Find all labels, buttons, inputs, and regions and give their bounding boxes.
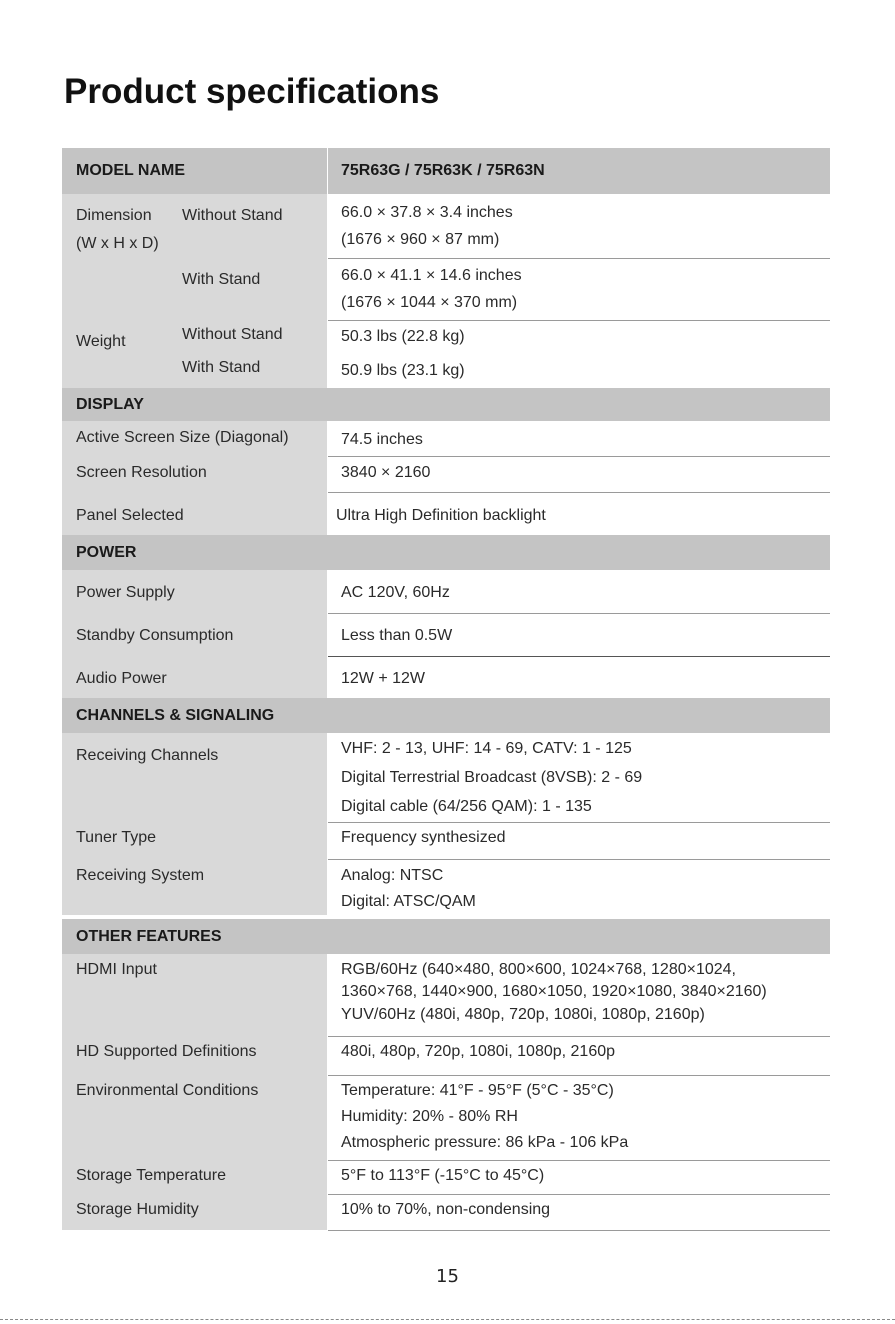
weight-with-stand-value: 50.9 lbs (23.1 kg) [341,362,465,379]
hdmi-input-value-3: YUV/60Hz (480i, 480p, 720p, 1080i, 1080p, 2160p) [341,1006,705,1023]
dimension-label-wxhxd: (W x H x D) [76,235,159,252]
page-title: Product specifications [64,72,440,111]
standby-consumption-value: Less than 0.5W [341,627,453,644]
row-divider [328,1194,830,1195]
hdmi-input-value-1: RGB/60Hz (640×480, 800×600, 1024×768, 1280×1024, [341,961,736,978]
tuner-type-label: Tuner Type [76,829,157,846]
other-features-section-header [62,919,830,954]
column-separator [327,421,328,535]
receiving-channels-label: Receiving Channels [76,747,219,764]
audio-power-value: 12W + 12W [341,670,426,687]
row-divider [328,320,830,321]
power-supply-label: Power Supply [76,584,175,601]
weight-without-stand-label: Without Stand [182,326,283,343]
display-section-header [62,388,830,421]
hdmi-input-label: HDMI Input [76,961,157,978]
receiving-system-label: Receiving System [76,867,205,884]
storage-temperature-value: 5°F to 113°F (-15°C to 45°C) [341,1167,545,1184]
storage-humidity-value: 10% to 70%, non-condensing [341,1201,551,1218]
hd-supported-definitions-label: HD Supported Definitions [76,1043,257,1060]
hd-supported-definitions-value: 480i, 480p, 720p, 1080i, 1080p, 2160p [341,1043,616,1060]
row-divider [328,258,830,259]
power-supply-value: AC 120V, 60Hz [341,584,450,601]
display-header-label: DISPLAY [76,396,144,413]
receiving-channels-value-3: Digital cable (64/256 QAM): 1 - 135 [341,798,592,815]
panel-selected-value: Ultra High Definition backlight [336,507,546,524]
tuner-type-value: Frequency synthesized [341,829,506,846]
row-divider [328,859,830,860]
screen-resolution-value: 3840 × 2160 [341,464,431,481]
page-number: 15 [436,1266,459,1287]
storage-humidity-label: Storage Humidity [76,1201,199,1218]
row-divider [328,1230,830,1231]
weight-label: Weight [76,333,126,350]
dimension-with-stand-value-inches: 66.0 × 41.1 × 14.6 inches [341,267,522,284]
channels-header-label: CHANNELS & SIGNALING [76,707,275,724]
dimension-label: Dimension [76,207,152,224]
model-name-label: MODEL NAME [76,162,186,179]
row-divider [328,1036,830,1037]
channels-section-header [62,698,830,733]
dimension-without-stand-value-inches: 66.0 × 37.8 × 3.4 inches [341,204,513,221]
weight-without-stand-value: 50.3 lbs (22.8 kg) [341,328,465,345]
receiving-system-value-1: Analog: NTSC [341,867,444,884]
row-divider [328,1075,830,1076]
active-screen-size-value: 74.5 inches [341,431,423,448]
environmental-conditions-label: Environmental Conditions [76,1082,259,1099]
model-name-value: 75R63G / 75R63K / 75R63N [341,162,545,179]
row-divider [328,822,830,823]
audio-power-label: Audio Power [76,670,167,687]
environmental-conditions-value-2: Humidity: 20% - 80% RH [341,1108,518,1125]
row-divider [328,492,830,493]
row-divider [328,1160,830,1161]
row-divider [328,456,830,457]
other-features-header-label: OTHER FEATURES [76,928,222,945]
standby-consumption-label: Standby Consumption [76,627,234,644]
column-separator [327,148,328,194]
weight-with-stand-label: With Stand [182,359,261,376]
panel-selected-label: Panel Selected [76,507,184,524]
receiving-channels-value-1: VHF: 2 - 13, UHF: 14 - 69, CATV: 1 - 125 [341,740,632,757]
dimension-with-stand-label: With Stand [182,271,261,288]
environmental-conditions-value-3: Atmospheric pressure: 86 kPa - 106 kPa [341,1134,629,1151]
column-separator [327,954,328,1230]
column-separator [327,733,328,915]
power-header-label: POWER [76,544,137,561]
row-divider [328,613,830,614]
receiving-system-value-2: Digital: ATSC/QAM [341,893,476,910]
row-divider [328,656,830,657]
environmental-conditions-value-1: Temperature: 41°F - 95°F (5°C - 35°C) [341,1082,614,1099]
dimension-without-stand-value-mm: (1676 × 960 × 87 mm) [341,231,500,248]
screen-resolution-label: Screen Resolution [76,464,207,481]
hdmi-input-value-2: 1360×768, 1440×900, 1680×1050, 1920×1080, 3840×2160) [341,983,767,1000]
dimension-with-stand-value-mm: (1676 × 1044 × 370 mm) [341,294,518,311]
storage-temperature-label: Storage Temperature [76,1167,227,1184]
receiving-channels-value-2: Digital Terrestrial Broadcast (8VSB): 2 - 69 [341,769,643,786]
active-screen-size-label: Active Screen Size (Diagonal) [76,429,289,446]
power-section-header [62,535,830,570]
model-name-header [62,148,830,194]
column-separator [327,570,328,698]
page-bottom-dashed-line [0,1319,895,1321]
dimension-without-stand-label: Without Stand [182,207,283,224]
